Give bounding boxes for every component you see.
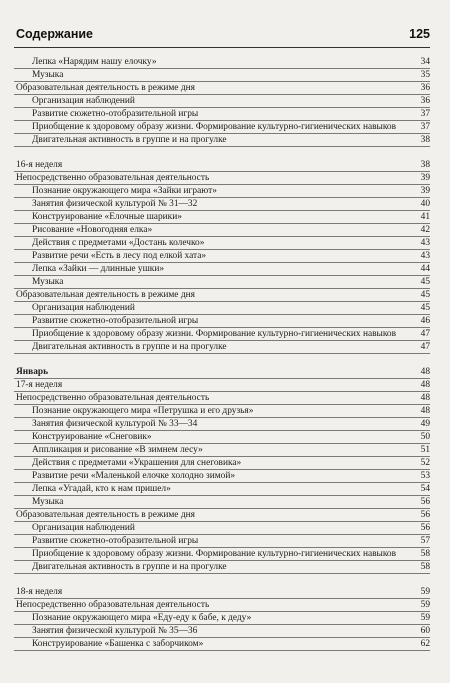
toc-entry: [14, 134, 430, 147]
toc-entry: [14, 237, 430, 250]
toc-entry-page: 50: [420, 431, 430, 442]
toc-entry: [14, 95, 430, 108]
toc-entry-page: 47: [420, 328, 430, 339]
toc-entry: [14, 108, 430, 121]
toc-entry-title: 17-я неделя: [16, 380, 63, 390]
toc-entry-page: 40: [420, 198, 430, 209]
toc-entry: [14, 341, 430, 354]
toc-entry-title: Организация наблюдений: [32, 96, 135, 106]
toc-entry-page: 37: [420, 108, 430, 119]
toc-section-entry: [14, 392, 430, 405]
toc-entry-page: 46: [420, 315, 430, 326]
toc-entry-page: 56: [420, 522, 430, 533]
toc-entry: [14, 431, 430, 444]
toc-entry: [14, 457, 430, 470]
toc-entry-page: 39: [420, 185, 430, 196]
toc-entry-title: Январь: [16, 367, 49, 377]
page-title: Содержание: [16, 27, 94, 41]
toc-entry: [14, 522, 430, 535]
toc-entry-page: 34: [420, 56, 430, 67]
toc-entry: [14, 548, 430, 561]
toc-entry-title: Занятия физической культурой № 31—32: [32, 199, 198, 209]
toc-section-entry: [14, 82, 430, 95]
toc-entry-title: Двигательная активность в группе и на прогулке: [32, 562, 227, 572]
toc-entry-title: Конструирование «Башенка с заборчиком»: [32, 639, 204, 649]
toc-entry: [14, 625, 430, 638]
toc-entry: [14, 198, 430, 211]
toc-entry-title: Лепка «Зайки — длинные ушки»: [32, 264, 165, 274]
toc-entry: [14, 276, 430, 289]
toc-section-entry: [14, 159, 430, 172]
toc-entry-page: 48: [420, 366, 430, 377]
toc-entry-page: 51: [420, 444, 430, 455]
toc-entry: [14, 470, 430, 483]
toc-entry-title: Организация наблюдений: [32, 303, 135, 313]
toc-entry-page: 58: [420, 548, 430, 559]
toc-entry-page: 48: [420, 405, 430, 416]
toc-entry-title: Развитие речи «Маленькой елочке холодно зимой»: [32, 471, 236, 481]
toc-entry-page: 52: [420, 457, 430, 468]
toc-entry-page: 36: [420, 82, 430, 93]
toc-entry-title: Музыка: [32, 497, 64, 507]
toc-month-heading: [14, 366, 430, 379]
toc-entry-page: 42: [420, 224, 430, 235]
toc-entry-title: Развитие сюжетно-отобразительной игры: [32, 316, 199, 326]
toc-entry-title: Лепка «Угадай, кто к нам пришел»: [32, 484, 171, 494]
toc-entry-title: Конструирование «Елочные шарики»: [32, 212, 182, 222]
toc-entry-page: 56: [420, 509, 430, 520]
toc-entry-title: Познание окружающего мира «Зайки играют»: [32, 186, 217, 196]
toc-entry-title: Лепка «Нарядим нашу елочку»: [32, 57, 157, 67]
toc-entry-page: 58: [420, 561, 430, 572]
toc-entry-page: 38: [420, 159, 430, 170]
toc-entry-page: 43: [420, 250, 430, 261]
toc-entry-page: 37: [420, 121, 430, 132]
toc-entry-page: 54: [420, 483, 430, 494]
toc-entry-title: Развитие речи «Есть в лесу под елкой хата»: [32, 251, 207, 261]
toc-entry: [14, 121, 430, 134]
toc-entry-page: 43: [420, 237, 430, 248]
toc-entry: [14, 561, 430, 574]
toc-entry-title: Познание окружающего мира «Еду-еду к бабе, к деду»: [32, 613, 252, 623]
toc-entry: [14, 496, 430, 509]
toc-entry-page: 57: [420, 535, 430, 546]
toc-entry: [14, 302, 430, 315]
toc-entry-page: 45: [420, 276, 430, 287]
toc-entry-page: 47: [420, 341, 430, 352]
toc-entry-title: Музыка: [32, 70, 64, 80]
toc-section-entry: [14, 509, 430, 522]
table-of-contents: [14, 56, 430, 651]
toc-entry-page: 41: [420, 211, 430, 222]
toc-entry: [14, 224, 430, 237]
toc-entry-title: Занятия физической культурой № 33—34: [32, 419, 198, 429]
toc-entry-title: Образовательная деятельность в режиме дня: [16, 83, 195, 93]
toc-section-entry: [14, 586, 430, 599]
toc-entry: [14, 69, 430, 82]
toc-section-entry: [14, 599, 430, 612]
page-number: 125: [409, 27, 430, 41]
toc-entry-title: Аппликация и рисование «В зимнем лесу»: [32, 445, 203, 455]
toc-entry: [14, 535, 430, 548]
toc-entry: [14, 612, 430, 625]
toc-entry-title: 18-я неделя: [16, 587, 63, 597]
toc-section-entry: [14, 379, 430, 392]
toc-section-entry: [14, 289, 430, 302]
toc-entry-title: Непосредственно образовательная деятельность: [16, 393, 210, 403]
toc-entry-title: Непосредственно образовательная деятельность: [16, 173, 210, 183]
toc-entry-page: 59: [420, 586, 430, 597]
toc-entry-title: Образовательная деятельность в режиме дня: [16, 290, 195, 300]
toc-entry: [14, 211, 430, 224]
toc-entry: [14, 638, 430, 651]
toc-entry-title: Двигательная активность в группе и на прогулке: [32, 135, 227, 145]
toc-entry-title: Конструирование «Снеговик»: [32, 432, 152, 442]
toc-entry-page: 56: [420, 496, 430, 507]
toc-entry: [14, 185, 430, 198]
toc-entry-page: 48: [420, 392, 430, 403]
toc-entry-title: Двигательная активность в группе и на прогулке: [32, 342, 227, 352]
toc-entry-title: Действия с предметами «Украшения для снеговика»: [32, 458, 242, 468]
toc-entry-page: 45: [420, 302, 430, 313]
toc-entry-page: 59: [420, 599, 430, 610]
toc-entry: [14, 56, 430, 69]
page-header: [14, 27, 430, 48]
toc-entry-page: 49: [420, 418, 430, 429]
toc-entry: [14, 250, 430, 263]
toc-entry-title: Образовательная деятельность в режиме дня: [16, 510, 195, 520]
section-gap: [14, 147, 430, 159]
toc-entry: [14, 418, 430, 431]
toc-entry-page: 44: [420, 263, 430, 274]
toc-entry: [14, 405, 430, 418]
toc-entry-page: 62: [420, 638, 430, 649]
toc-entry-title: Музыка: [32, 277, 64, 287]
toc-entry-page: 59: [420, 612, 430, 623]
toc-entry: [14, 263, 430, 276]
toc-entry-page: 53: [420, 470, 430, 481]
toc-entry-title: Организация наблюдений: [32, 523, 135, 533]
toc-entry-title: 16-я неделя: [16, 160, 63, 170]
toc-entry-page: 36: [420, 95, 430, 106]
toc-entry-title: Действия с предметами «Достань колечко»: [32, 238, 205, 248]
toc-entry-page: 48: [420, 379, 430, 390]
toc-entry-title: Познание окружающего мира «Петрушка и его друзья»: [32, 406, 254, 416]
section-gap: [14, 354, 430, 366]
toc-entry-title: Приобщение к здоровому образу жизни. Формирование культурно-гигиенических навыков: [32, 329, 397, 339]
toc-entry-title: Рисование «Новогодняя елка»: [32, 225, 153, 235]
toc-entry-page: 35: [420, 69, 430, 80]
toc-section-entry: [14, 172, 430, 185]
toc-entry-title: Приобщение к здоровому образу жизни. Формирование культурно-гигиенических навыков: [32, 549, 397, 559]
toc-entry-page: 60: [420, 625, 430, 636]
toc-entry: [14, 315, 430, 328]
toc-entry-title: Непосредственно образовательная деятельность: [16, 600, 210, 610]
section-gap: [14, 574, 430, 586]
toc-entry-page: 38: [420, 134, 430, 145]
toc-entry-title: Занятия физической культурой № 35—36: [32, 626, 198, 636]
toc-entry-page: 39: [420, 172, 430, 183]
toc-entry-title: Приобщение к здоровому образу жизни. Формирование культурно-гигиенических навыков: [32, 122, 397, 132]
toc-entry: [14, 483, 430, 496]
toc-entry-title: Развитие сюжетно-отобразительной игры: [32, 109, 199, 119]
toc-entry-page: 45: [420, 289, 430, 300]
toc-entry: [14, 328, 430, 341]
toc-entry: [14, 444, 430, 457]
toc-entry-title: Развитие сюжетно-отобразительной игры: [32, 536, 199, 546]
